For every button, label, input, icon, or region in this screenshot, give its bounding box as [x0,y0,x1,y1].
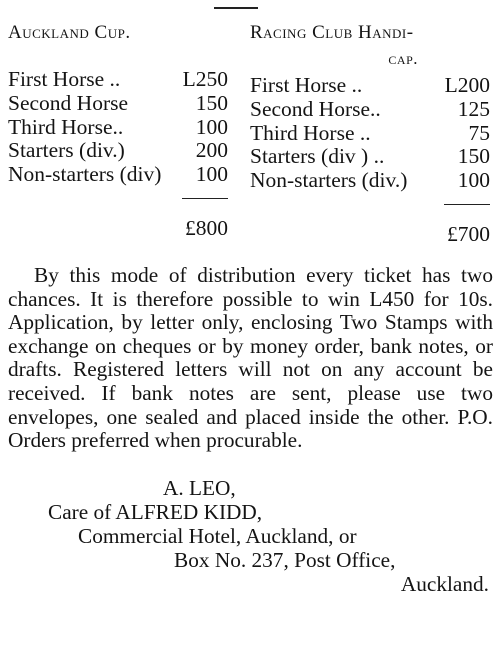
prize-row [8,116,228,140]
racing-club-rows [250,74,490,193]
prize-label: Third Horse.. [8,114,124,139]
distribution-paragraph: By this mode of distribution every ticket has two chances. It is therefore possible to win L450 for 10s. Application, by letter only, enclosing Two Stamps with exchange on cheques or by money order, bank notes, or drafts. Registered letters will not on any account be received. If bank notes are sent, please use two envelopes, one sealed and placed inside the other. P.O. Orders preferred when procurable. [8,263,493,453]
auckland-cup-heading: Auckland Cup. [8,22,131,43]
prize-value: 125 [457,96,490,121]
prize-label: Second Horse [8,90,129,115]
prize-row [250,74,490,98]
auckland-cup-table [8,22,228,240]
signature-name: A. LEO, [163,476,236,500]
prize-value: L250 [182,67,228,91]
prize-row [250,122,490,146]
prize-value: 200 [195,138,228,163]
total-rule [444,204,490,205]
prize-label: Non-starters (div) [8,162,162,187]
prize-value: 100 [195,162,228,187]
signature-hotel: Commercial Hotel, Auckland, or [78,524,357,548]
prize-label: Starters (div ) .. [250,144,385,169]
prize-row [8,92,228,116]
prize-label: Starters (div.) [8,138,125,163]
prize-row [250,98,490,122]
prize-value: 150 [195,90,228,115]
prize-row [250,169,490,193]
prize-value: L200 [444,73,490,97]
prize-label: First Horse .. [8,67,121,91]
auckland-cup-rows [8,68,228,187]
total-rule [182,198,228,199]
prize-value: 150 [457,144,490,169]
prize-label: Second Horse.. [250,96,381,121]
prize-row [8,139,228,163]
prize-row [8,163,228,187]
auckland-cup-total: £800 [185,215,228,240]
signature-box: Box No. 237, Post Office, [174,548,396,572]
prize-label: Non-starters (div.) [250,168,408,193]
top-divider [214,7,258,9]
prize-value: 75 [468,120,490,145]
signature-care-of: Care of ALFRED KIDD, [48,500,263,524]
prize-value: 100 [457,168,490,193]
racing-club-heading: Racing Club Handi- [250,22,414,43]
prize-label: First Horse .. [250,73,363,97]
prize-row [8,68,228,92]
racing-club-handicap-table [250,22,490,246]
prize-label: Third Horse .. [250,120,371,145]
racing-club-total: £700 [447,221,490,246]
signature-city: Auckland. [400,572,489,596]
prize-value: 100 [195,114,228,139]
prize-row [250,145,490,169]
racing-club-heading-continuation: cap. [388,49,418,68]
